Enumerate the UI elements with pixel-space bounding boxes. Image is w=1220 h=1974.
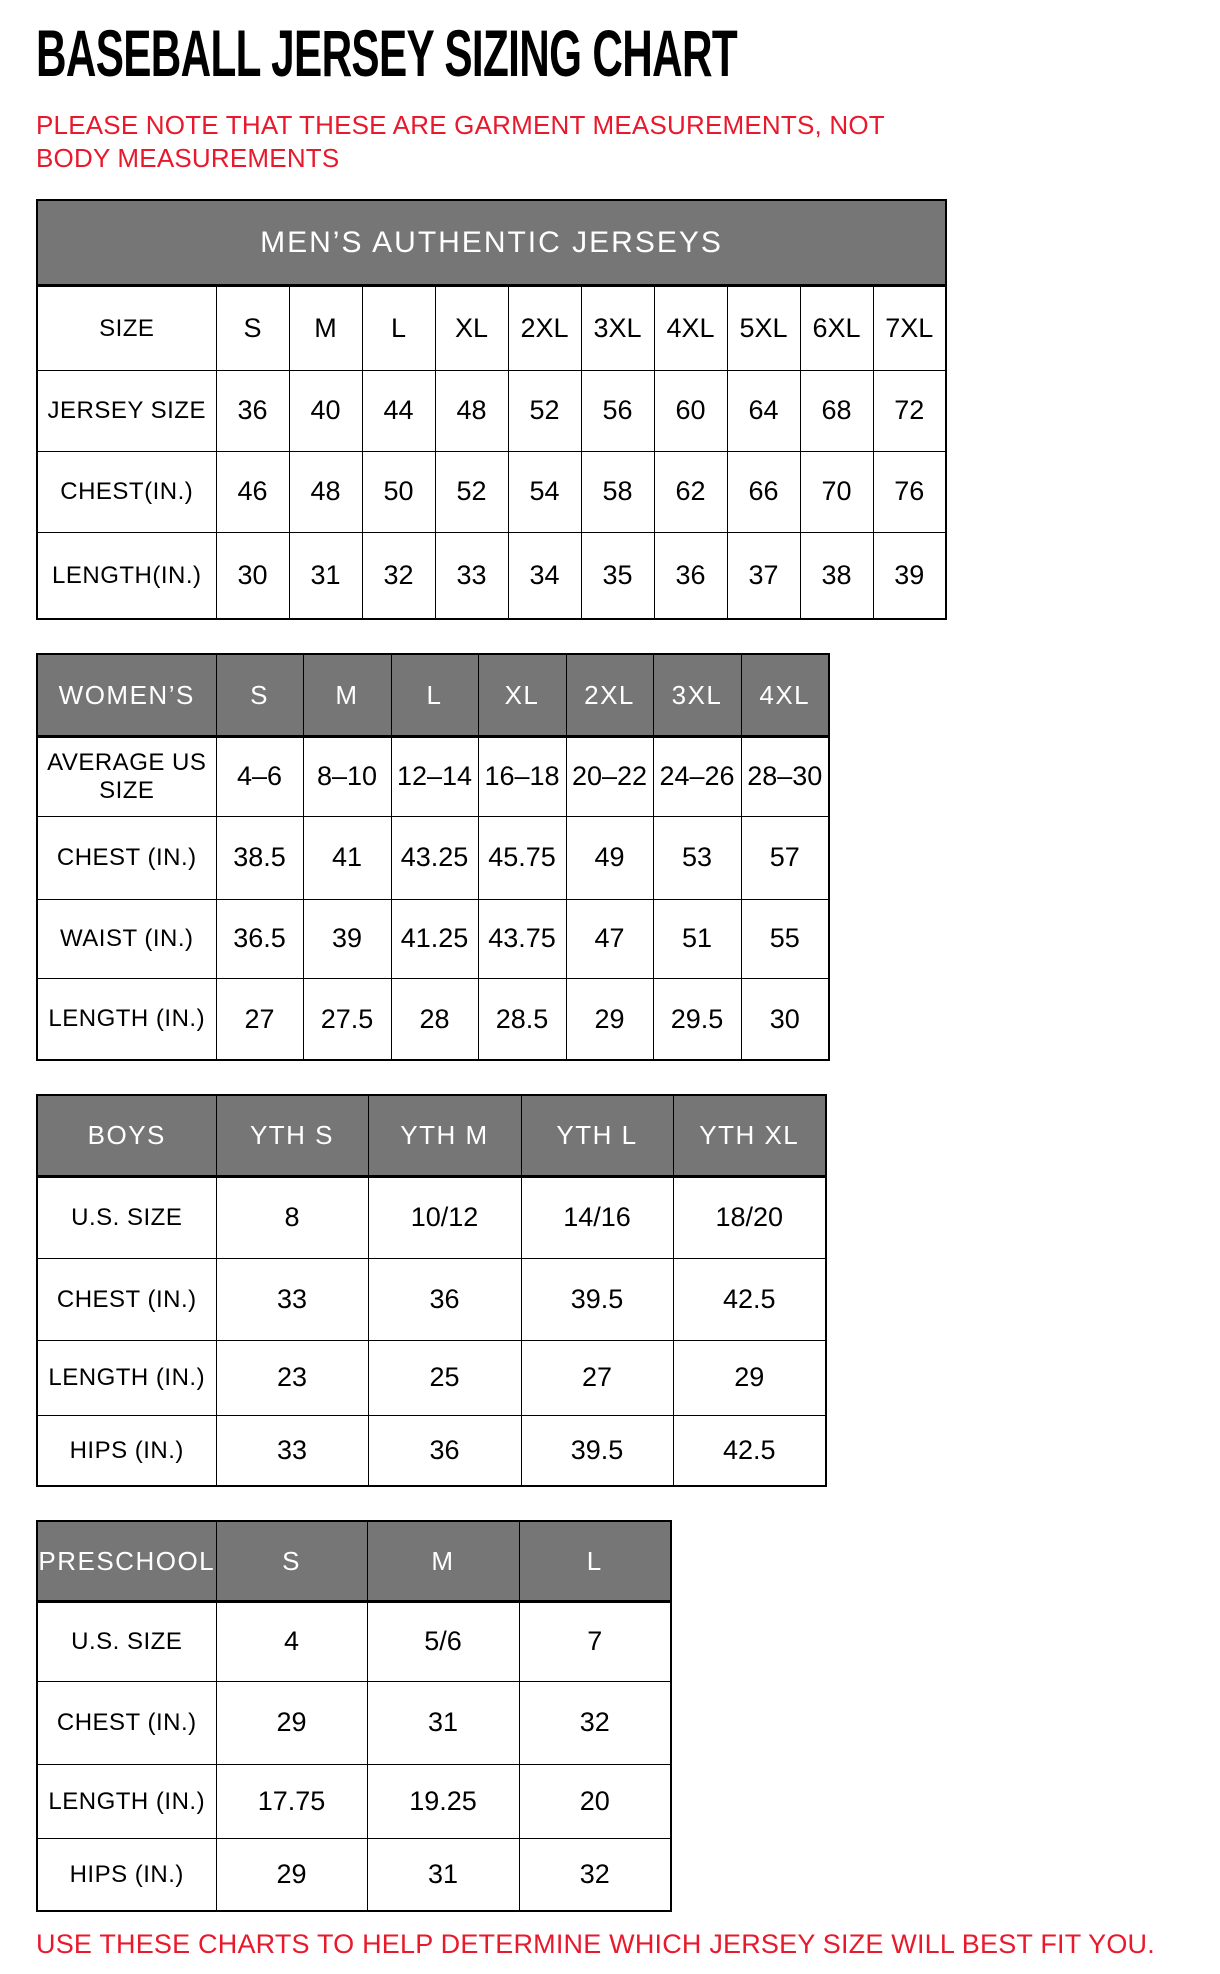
preschool-cell: L bbox=[519, 1521, 671, 1601]
womens-row-label: LENGTH (IN.) bbox=[37, 978, 216, 1060]
womens-cell: 30 bbox=[741, 978, 829, 1060]
mens-cell: 3XL bbox=[581, 285, 654, 370]
boys-row-label: CHEST (IN.) bbox=[37, 1258, 216, 1340]
mens-cell: 50 bbox=[362, 451, 435, 532]
womens-cell: 47 bbox=[566, 899, 653, 978]
preschool-data-row bbox=[37, 1764, 671, 1838]
womens-cell: 49 bbox=[566, 816, 653, 899]
boys-row-label: HIPS (IN.) bbox=[37, 1415, 216, 1486]
womens-data-row bbox=[37, 978, 829, 1060]
womens-cell: 27.5 bbox=[303, 978, 391, 1060]
womens-cell: XL bbox=[478, 654, 566, 736]
sizing-tables-container bbox=[36, 199, 1220, 1912]
womens-cell: 28.5 bbox=[478, 978, 566, 1060]
mens-row-label: LENGTH(IN.) bbox=[37, 532, 216, 619]
womens-cell: 51 bbox=[653, 899, 741, 978]
mens-cell: 7XL bbox=[873, 285, 946, 370]
preschool-row-label: LENGTH (IN.) bbox=[37, 1764, 216, 1838]
womens-cell: M bbox=[303, 654, 391, 736]
boys-cell: 18/20 bbox=[673, 1176, 826, 1258]
womens-row-label: CHEST (IN.) bbox=[37, 816, 216, 899]
boys-row-label: BOYS bbox=[37, 1095, 216, 1176]
preschool-cell: 29 bbox=[216, 1838, 367, 1911]
mens-data-row bbox=[37, 451, 946, 532]
mens-row-label: JERSEY SIZE bbox=[37, 370, 216, 451]
preschool-cell: 32 bbox=[519, 1838, 671, 1911]
boys-cell: YTH S bbox=[216, 1095, 368, 1176]
mens-cell: 54 bbox=[508, 451, 581, 532]
preschool-cell: 32 bbox=[519, 1681, 671, 1764]
womens-cell: 4–6 bbox=[216, 736, 303, 816]
boys-data-row bbox=[37, 1176, 826, 1258]
mens-cell: 6XL bbox=[800, 285, 873, 370]
preschool-row-label: PRESCHOOL bbox=[37, 1521, 216, 1601]
mens-cell: 58 bbox=[581, 451, 654, 532]
boys-cell: 23 bbox=[216, 1340, 368, 1415]
preschool-sizing-table bbox=[36, 1520, 672, 1912]
boys-header-gray-row bbox=[37, 1095, 826, 1176]
mens-cell: 37 bbox=[727, 532, 800, 619]
mens-cell: M bbox=[289, 285, 362, 370]
mens-cell: 31 bbox=[289, 532, 362, 619]
mens-cell: 62 bbox=[654, 451, 727, 532]
garment-measurement-note: PLEASE NOTE THAT THESE ARE GARMENT MEASUREMENTS, NOT BODY MEASUREMENTS bbox=[36, 110, 885, 173]
mens-cell: 44 bbox=[362, 370, 435, 451]
mens-cell: 68 bbox=[800, 370, 873, 451]
preschool-cell: 4 bbox=[216, 1601, 367, 1681]
mens-banner-row bbox=[37, 200, 946, 285]
womens-cell: 28 bbox=[391, 978, 478, 1060]
mens-cell: 39 bbox=[873, 532, 946, 619]
mens-data-row bbox=[37, 532, 946, 619]
preschool-cell: S bbox=[216, 1521, 367, 1601]
boys-cell: YTH L bbox=[521, 1095, 673, 1176]
boys-cell: 25 bbox=[368, 1340, 521, 1415]
mens-banner: MEN’S AUTHENTIC JERSEYS bbox=[37, 200, 946, 285]
mens-cell: S bbox=[216, 285, 289, 370]
womens-cell: 12–14 bbox=[391, 736, 478, 816]
womens-data-row bbox=[37, 816, 829, 899]
mens-cell: 66 bbox=[727, 451, 800, 532]
womens-cell: 36.5 bbox=[216, 899, 303, 978]
boys-cell: YTH XL bbox=[673, 1095, 826, 1176]
mens-header-row bbox=[37, 285, 946, 370]
mens-cell: 5XL bbox=[727, 285, 800, 370]
mens-cell: 35 bbox=[581, 532, 654, 619]
preschool-cell: M bbox=[367, 1521, 519, 1601]
mens-cell: 52 bbox=[435, 451, 508, 532]
womens-cell: 41 bbox=[303, 816, 391, 899]
womens-cell: 55 bbox=[741, 899, 829, 978]
mens-cell: 48 bbox=[435, 370, 508, 451]
womens-cell: 24–26 bbox=[653, 736, 741, 816]
mens-cell: 60 bbox=[654, 370, 727, 451]
womens-sizing-table bbox=[36, 653, 830, 1061]
womens-row-label: WAIST (IN.) bbox=[37, 899, 216, 978]
mens-cell: 36 bbox=[216, 370, 289, 451]
womens-cell: 41.25 bbox=[391, 899, 478, 978]
preschool-cell: 31 bbox=[367, 1681, 519, 1764]
mens-cell: XL bbox=[435, 285, 508, 370]
womens-cell: 39 bbox=[303, 899, 391, 978]
womens-cell: 20–22 bbox=[566, 736, 653, 816]
womens-cell: 53 bbox=[653, 816, 741, 899]
boys-cell: 33 bbox=[216, 1258, 368, 1340]
womens-cell: 3XL bbox=[653, 654, 741, 736]
footer-note: USE THESE CHARTS TO HELP DETERMINE WHICH JERSEY SIZE WILL BEST FIT YOU. bbox=[36, 1929, 1155, 1960]
womens-header-gray-row bbox=[37, 654, 829, 736]
mens-cell: 32 bbox=[362, 532, 435, 619]
mens-cell: 30 bbox=[216, 532, 289, 619]
boys-cell: 39.5 bbox=[521, 1415, 673, 1486]
mens-data-row bbox=[37, 370, 946, 451]
womens-cell: 4XL bbox=[741, 654, 829, 736]
boys-cell: 29 bbox=[673, 1340, 826, 1415]
boys-row-label: LENGTH (IN.) bbox=[37, 1340, 216, 1415]
mens-row-label: CHEST(IN.) bbox=[37, 451, 216, 532]
mens-cell: 34 bbox=[508, 532, 581, 619]
mens-cell: 46 bbox=[216, 451, 289, 532]
mens-cell: L bbox=[362, 285, 435, 370]
preschool-cell: 31 bbox=[367, 1838, 519, 1911]
womens-cell: 28–30 bbox=[741, 736, 829, 816]
womens-data-row bbox=[37, 899, 829, 978]
mens-cell: 72 bbox=[873, 370, 946, 451]
mens-cell: 70 bbox=[800, 451, 873, 532]
mens-cell: 52 bbox=[508, 370, 581, 451]
mens-cell: 36 bbox=[654, 532, 727, 619]
preschool-cell: 29 bbox=[216, 1681, 367, 1764]
preschool-data-row bbox=[37, 1601, 671, 1681]
boys-cell: 8 bbox=[216, 1176, 368, 1258]
page-title: BASEBALL JERSEY SIZING CHART bbox=[36, 16, 738, 90]
womens-cell: S bbox=[216, 654, 303, 736]
boys-cell: 42.5 bbox=[673, 1415, 826, 1486]
boys-data-row bbox=[37, 1258, 826, 1340]
boys-data-row bbox=[37, 1340, 826, 1415]
preschool-header-gray-row bbox=[37, 1521, 671, 1601]
womens-row-label: WOMEN’S bbox=[37, 654, 216, 736]
preschool-row-label: CHEST (IN.) bbox=[37, 1681, 216, 1764]
womens-cell: 27 bbox=[216, 978, 303, 1060]
womens-cell: 45.75 bbox=[478, 816, 566, 899]
womens-cell: L bbox=[391, 654, 478, 736]
womens-cell: 29 bbox=[566, 978, 653, 1060]
preschool-row-label: HIPS (IN.) bbox=[37, 1838, 216, 1911]
mens-cell: 64 bbox=[727, 370, 800, 451]
boys-cell: 42.5 bbox=[673, 1258, 826, 1340]
preschool-data-row bbox=[37, 1681, 671, 1764]
preschool-data-row bbox=[37, 1838, 671, 1911]
boys-data-row bbox=[37, 1415, 826, 1486]
womens-cell: 38.5 bbox=[216, 816, 303, 899]
boys-cell: YTH M bbox=[368, 1095, 521, 1176]
mens-cell: 48 bbox=[289, 451, 362, 532]
womens-cell: 43.75 bbox=[478, 899, 566, 978]
womens-cell: 29.5 bbox=[653, 978, 741, 1060]
preschool-cell: 19.25 bbox=[367, 1764, 519, 1838]
preschool-cell: 17.75 bbox=[216, 1764, 367, 1838]
mens-cell: 33 bbox=[435, 532, 508, 619]
mens-cell: 4XL bbox=[654, 285, 727, 370]
boys-sizing-table bbox=[36, 1094, 827, 1487]
boys-cell: 27 bbox=[521, 1340, 673, 1415]
mens-cell: 2XL bbox=[508, 285, 581, 370]
mens-row-label: SIZE bbox=[37, 285, 216, 370]
womens-cell: 8–10 bbox=[303, 736, 391, 816]
preschool-cell: 5/6 bbox=[367, 1601, 519, 1681]
womens-cell: 2XL bbox=[566, 654, 653, 736]
womens-cell: 16–18 bbox=[478, 736, 566, 816]
mens-cell: 76 bbox=[873, 451, 946, 532]
mens-cell: 38 bbox=[800, 532, 873, 619]
preschool-cell: 20 bbox=[519, 1764, 671, 1838]
mens-cell: 40 bbox=[289, 370, 362, 451]
boys-cell: 39.5 bbox=[521, 1258, 673, 1340]
preschool-row-label: U.S. SIZE bbox=[37, 1601, 216, 1681]
womens-cell: 57 bbox=[741, 816, 829, 899]
boys-cell: 36 bbox=[368, 1258, 521, 1340]
boys-cell: 14/16 bbox=[521, 1176, 673, 1258]
boys-row-label: U.S. SIZE bbox=[37, 1176, 216, 1258]
womens-row-label: AVERAGE US SIZE bbox=[37, 736, 216, 816]
boys-cell: 10/12 bbox=[368, 1176, 521, 1258]
womens-cell: 43.25 bbox=[391, 816, 478, 899]
mens-sizing-table bbox=[36, 199, 947, 620]
boys-cell: 33 bbox=[216, 1415, 368, 1486]
boys-cell: 36 bbox=[368, 1415, 521, 1486]
mens-cell: 56 bbox=[581, 370, 654, 451]
preschool-cell: 7 bbox=[519, 1601, 671, 1681]
womens-data-row bbox=[37, 736, 829, 816]
